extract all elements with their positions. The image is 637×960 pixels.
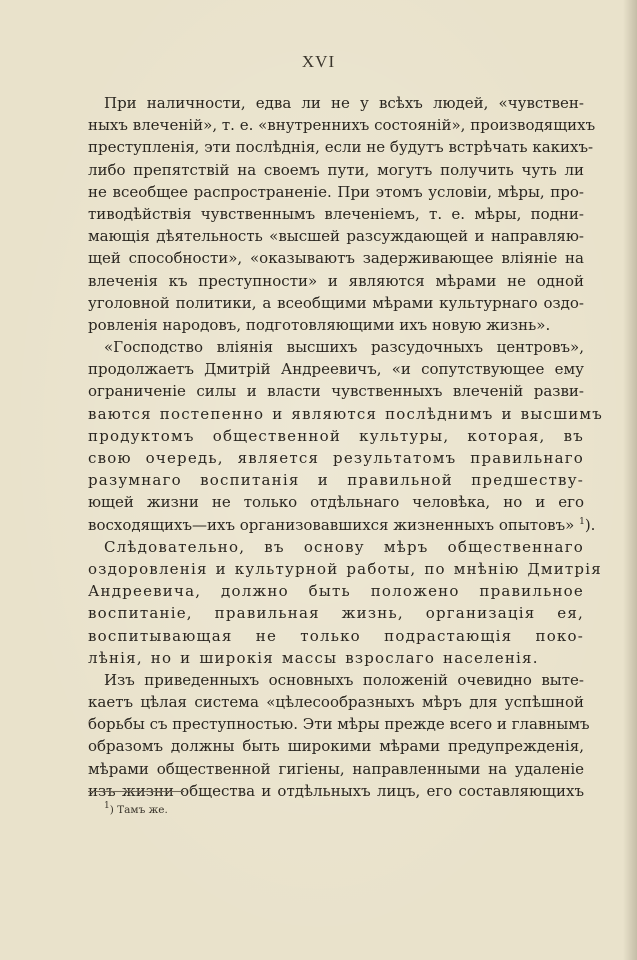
text-line: образомъ должны быть широкими мѣрами предупрежденія, xyxy=(88,737,584,756)
text-line: влеченія къ преступности» и являются мѣрами не одной xyxy=(88,271,584,290)
text-line: воспитывающая не только подрастающія поко- xyxy=(88,626,584,645)
body-text xyxy=(88,92,604,802)
text-line: уголовной политики, а всеобщими мѣрами культурнаго оздо- xyxy=(88,293,584,312)
text-line: При наличности, едва ли не у всѣхъ людей, «чувствен- xyxy=(104,94,584,112)
paragraph-1 xyxy=(88,92,596,336)
text-line: каетъ цѣлая система «цѣлесообразныхъ мѣръ для успѣшной xyxy=(88,693,584,712)
text-line: ныхъ влеченій», т. е. «внутреннихъ состояній», производящихъ xyxy=(88,116,596,135)
text-line: «Господство вліянія высшихъ разсудочныхъ центровъ», xyxy=(104,338,584,357)
text-line: преступленія, эти послѣднія, если не будутъ встрѣчать какихъ- xyxy=(88,138,594,157)
text-line: либо препятствій на своемъ пути, могутъ получить чуть ли xyxy=(88,160,584,179)
paragraph-2 xyxy=(88,336,604,536)
footnote-text: ) Тамъ же. xyxy=(109,804,168,816)
text-line: лѣнія, но и широкія массы взрослаго населенія. xyxy=(88,648,539,667)
text-fragment: ). xyxy=(584,515,596,534)
text-line: борьбы съ преступностью. Эти мѣры прежде всего и главнымъ xyxy=(88,715,590,734)
text-line: продуктомъ общественной культуры, которая, въ xyxy=(88,426,584,445)
footnote-reference: 1 xyxy=(579,516,585,527)
page-number: XVI xyxy=(301,52,336,71)
text-line: ваются постепенно и являются послѣднимъ и высшимъ xyxy=(88,404,604,423)
text-line: ющей жизни не только отдѣльнаго человѣка, но и его xyxy=(88,493,584,512)
page-edge-shadow xyxy=(623,0,637,960)
paragraph-4 xyxy=(88,669,590,802)
text-line: Слѣдовательно, въ основу мѣръ общественнаго xyxy=(104,537,584,556)
text-line: Изъ приведенныхъ основныхъ положеній очевидно выте- xyxy=(104,670,584,689)
footnote-marker: 1 xyxy=(104,801,110,811)
text-line: мѣрами общественной гигіены, направленными на удаленіе xyxy=(88,759,584,778)
text-line: щей способности», «оказываютъ задерживающее вліяніе на xyxy=(88,249,584,268)
text-line: свою очередь, является результатомъ правильнаго xyxy=(88,449,584,467)
text-line: разумнаго воспитанія и правильной предшеству- xyxy=(88,471,584,490)
text-line: воспитаніе, правильная жизнь, организація ея, xyxy=(88,604,584,623)
footnote-divider xyxy=(88,791,184,792)
text-fragment: восходящихъ—ихъ организовавшихся жизненныхъ опытовъ» xyxy=(88,515,575,534)
text-line: Андреевича, должно быть положено правильное xyxy=(88,582,584,601)
text-line: ровленія народовъ, подготовляющими ихъ новую жизнь». xyxy=(88,315,551,334)
text-line: оздоровленія и культурной работы, по мнѣнію Дмитрія xyxy=(88,559,602,578)
text-line-with-footnote xyxy=(88,514,596,536)
paragraph-3 xyxy=(88,536,602,669)
text-line: ограниченіе силы и власти чувственныхъ влеченій разви- xyxy=(88,382,584,401)
text-line: тиводѣйствія чувственнымъ влеченіемъ, т. е. мѣры, подни- xyxy=(88,204,584,223)
text-line: мающія дѣятельность «высшей разсуждающей и направляю- xyxy=(88,227,584,246)
text-line: не всеобщее распространеніе. При этомъ условіи, мѣры, про- xyxy=(88,182,584,201)
text-line: изъ жизни общества и отдѣльныхъ лицъ, его составляющихъ xyxy=(88,781,584,800)
text-line: продолжаетъ Дмитрій Андреевичъ, «и сопутствующее ему xyxy=(88,360,584,379)
footnote xyxy=(104,801,168,816)
